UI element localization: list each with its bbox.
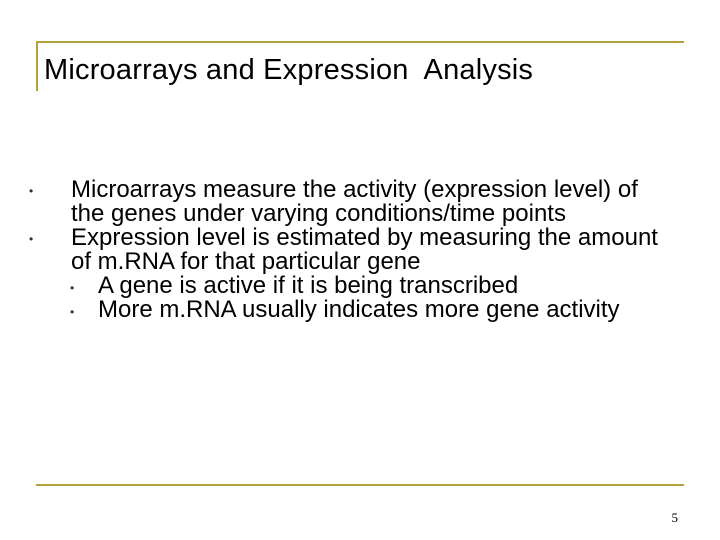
slide-title: Microarrays and Expression Analysis (44, 54, 534, 86)
sub-bullet-text: More m.RNA usually indicates more gene activity (98, 296, 620, 323)
footer-rule (36, 484, 684, 486)
bullet-item (0, 178, 671, 226)
sub-bullet-item (0, 298, 678, 322)
bullet-list (0, 178, 720, 322)
sub-bullet-item (0, 274, 678, 298)
bullet-dot-icon: • (70, 305, 75, 319)
bullet-text: Microarrays measure the activity (expression level) of the genes under varying conditions/time points (71, 176, 638, 227)
bullet-dot-icon: • (29, 232, 34, 246)
bullet-dot-icon: • (29, 184, 34, 198)
title-rule-top (36, 41, 684, 43)
page-number: 5 (671, 510, 678, 525)
sub-bullet-text: A gene is active if it is being transcribed (98, 272, 519, 299)
bullet-item (0, 226, 671, 274)
bullet-text: Expression level is estimated by measuring the amount of m.RNA for that particular gene (71, 224, 658, 275)
bullet-dot-icon: • (70, 281, 75, 295)
title-rule-left (36, 41, 38, 91)
